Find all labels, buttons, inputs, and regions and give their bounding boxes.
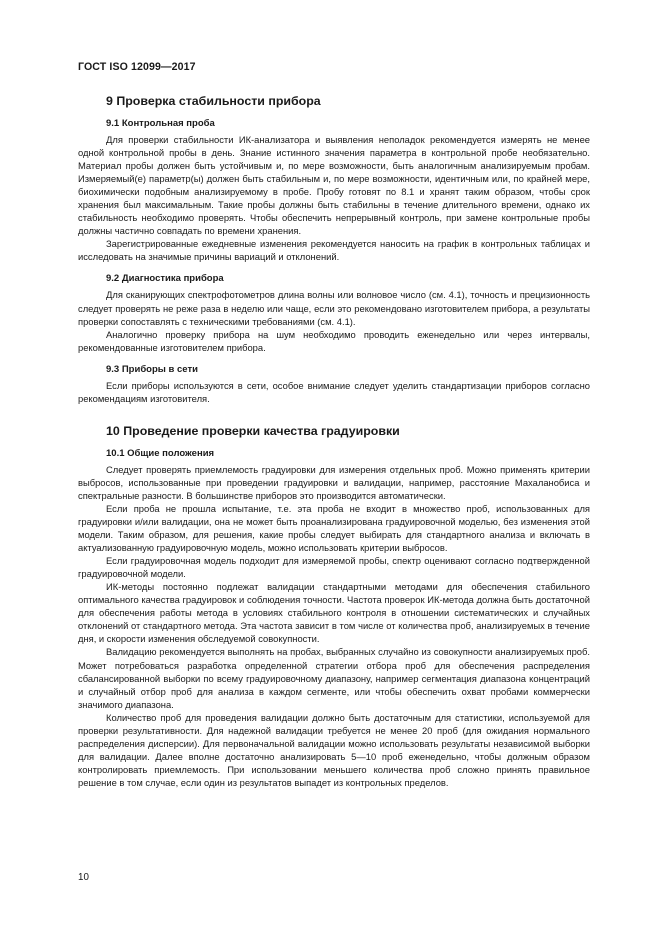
paragraph: Количество проб для проведения валидации должно быть достаточным для статистики, используемой для проверки результативности. Для надежной валидации требуется не менее 20 проб (для ожидания нормального распределения дисперсии). Для первоначальной валидации можно использовать результаты независимой выборки для валидации. Далее вполне достаточно анализировать 5—10 проб еженедельно, чтобы должным образом контролировать приемлемость. При использовании меньшего количества проб сложно принять правильное решение в том случае, если один из результатов выпадет из контрольных пределов.	[78, 711, 590, 788]
document-body	[78, 90, 590, 789]
paragraph: Аналогично проверку прибора на шум необходимо проводить еженедельно или через интервалы, рекомендованные изготовителем прибора.	[78, 328, 590, 353]
section-9-title: 9 Проверка стабильности прибора	[106, 94, 321, 108]
subsection-9-3-title: 9.3 Приборы в сети	[106, 363, 198, 375]
paragraph: Следует проверять приемлемость градуировки для измерения отдельных проб. Можно применять критерии выбросов, использованные при проведении градуировки и валидации, например, расстояние Махаланобиса и спектральные разности. В большинстве приборов это производится автоматически.	[78, 463, 590, 501]
paragraph: Если градуировочная модель подходит для измеряемой пробы, спектр оценивают согласно подтвержденной градуировочной модели.	[78, 555, 590, 580]
paragraph: ИК-методы постоянно подлежат валидации стандартными методами для обеспечения стабильного оптимального качества градуировок и соблюдения точности. Частота проверок ИК-метода должна быть достаточной для обеспечения работы метода в условиях стабильного контроля в отношении систематических и случайных отклонений от стандартного метода. Эта частота зависит в том числе от количества проб, анализируемых в течение дня, и скорости изменения обследуемой совокупности.	[78, 581, 590, 645]
subsection-9-1-title: 9.1 Контрольная проба	[106, 118, 215, 129]
subsection-9-2-title: 9.2 Диагностика прибора	[106, 273, 224, 285]
page-number: 10	[78, 872, 89, 883]
subsection-10-1-title: 10.1 Общие положения	[106, 447, 215, 459]
paragraph: Валидацию рекомендуется выполнять на пробах, выбранных случайно из совокупности анализируемых проб. Может потребоваться разработка определенной стратегии отбора проб для обеспечения распределения сбалансированной выборки по всему градуировочному диапазону, например сегментация диапазона концентраций и случайный отбор проб для анализа в каждом сегменте, или чтобы обеспечить охват пробами коммерчески значимого диапазона.	[78, 646, 590, 710]
paragraph: Если приборы используются в сети, особое внимание следует уделить стандартизации приборов согласно рекомендациям изготовителя.	[78, 379, 590, 404]
document-code: ГОСТ ISO 12099—2017	[78, 61, 196, 73]
section-10-title: 10 Проведение проверки качества градуировки	[106, 423, 400, 438]
paragraph: Если проба не прошла испытание, т.е. эта проба не входит в множество проб, использованных для градуировки и/или валидации, она не может быть проанализирована градуировочной моделью, без изменения этой модели. Таким образом, для решения, какие пробы следует выбирать для стандартного анализа и включать в актуализованную градуировочную модель, можно использовать критерии выбросов.	[78, 502, 590, 554]
paragraph: Зарегистрированные ежедневные изменения рекомендуется наносить на график в контрольных таблицах и исследовать на значимые причины вариаций и отклонений.	[78, 238, 590, 263]
paragraph: Для сканирующих спектрофотометров длина волны или волновое число (см. 4.1), точность и прецизионность следует проверять не реже раза в неделю или чаще, если это рекомендовано изготовителем прибора, а результаты проверки сопоставлять с техническими требованиями (см. 4.1).	[78, 289, 590, 327]
paragraph: Для проверки стабильности ИК-анализатора и выявления неполадок рекомендуется измерять не менее одной контрольной пробы в день. Знание истинного значения параметра в контрольной пробе необязательно. Материал пробы должен быть устойчивым и, по мере возможности, быть аналогичным анализируемым пробам. Измеряемый(е) параметр(ы) должен быть стабильным и, по мере возможности, идентичным или, по крайней мере, биохимически подобным анализируемому в пробе. Пробу готовят по 8.1 и хранят таким образом, чтобы срок хранения был максимальным. Такие пробы должны быть стабильны в течение длительного времени, однако их стабильность необходимо проверять. Чтобы обеспечить непрерывный контроль, при замене контрольные пробы должны частично совпадать по времени хранения.	[78, 134, 590, 237]
